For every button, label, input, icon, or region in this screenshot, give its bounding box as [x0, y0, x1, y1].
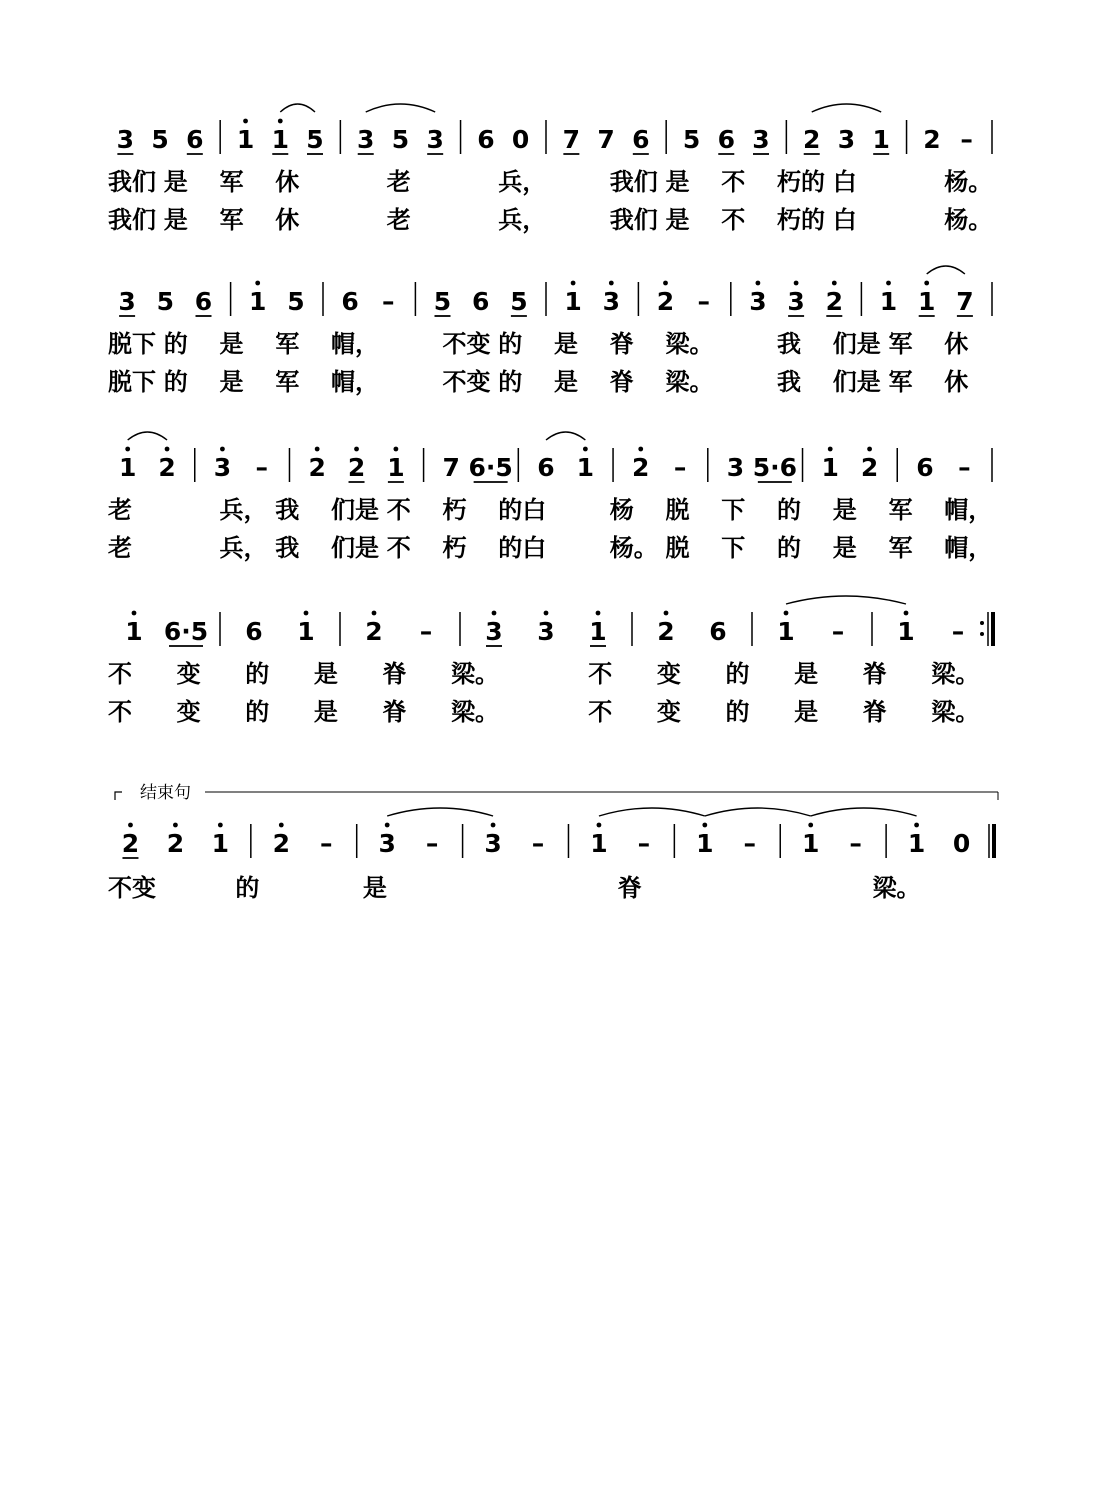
- lyric-word: 不: [108, 698, 132, 726]
- note: 2: [825, 287, 844, 316]
- note: 0: [952, 829, 971, 858]
- slur-tie: [366, 104, 435, 112]
- sustain-dash: –: [637, 829, 651, 858]
- note: 7: [956, 287, 974, 316]
- note: 6: [717, 125, 735, 154]
- lyric-word: 不: [108, 660, 132, 688]
- note: 6: [194, 287, 213, 316]
- note: 1: [387, 453, 405, 482]
- note: 6: [471, 287, 490, 316]
- sustain-dash: –: [382, 287, 395, 316]
- lyric-word: 的白: [498, 534, 547, 562]
- lyric-word: 是: [362, 874, 387, 902]
- note: 2: [365, 617, 383, 646]
- high-octave-dot: [702, 823, 707, 828]
- lyric-word: 梁。: [451, 660, 500, 688]
- lyric-word: 军: [888, 534, 913, 562]
- lyric-word: 我: [777, 330, 801, 358]
- note: 6: [245, 617, 263, 646]
- lyric-word: 是: [313, 698, 338, 726]
- lyric-word: 不: [386, 496, 411, 524]
- note: 2: [166, 829, 185, 858]
- lyric-word: 梁。: [931, 698, 980, 726]
- lyric-word: 梁。: [931, 660, 980, 688]
- note: 6·5: [163, 617, 209, 646]
- lyric-word: 兵，: [498, 168, 547, 196]
- high-octave-dot: [279, 823, 284, 828]
- lyric-word: 是: [219, 368, 244, 396]
- high-octave-dot: [128, 823, 133, 828]
- lyric-word: 梁。: [665, 330, 714, 358]
- lyric-word: 梁。: [665, 368, 714, 396]
- repeat-dot: [980, 632, 984, 636]
- high-octave-dot: [492, 611, 497, 616]
- sustain-dash: –: [673, 453, 687, 482]
- note: 5: [306, 125, 324, 154]
- slur-tie: [387, 808, 493, 816]
- lyric-word: 兵，: [498, 206, 547, 234]
- lyric-word: 脊: [609, 330, 634, 358]
- note: 3: [749, 287, 767, 316]
- note: 1: [211, 829, 230, 858]
- lyric-word: 朽: [442, 534, 467, 562]
- lyric-word: 我们: [609, 206, 658, 234]
- note: 2: [657, 617, 675, 646]
- lyric-word: 我: [275, 534, 300, 562]
- lyric-word: 军: [888, 368, 913, 396]
- note: 1: [907, 829, 926, 858]
- lyric-word: 不: [588, 660, 613, 688]
- note: 1: [589, 617, 607, 646]
- high-octave-dot: [278, 119, 283, 124]
- lyric-word: 我: [275, 496, 300, 524]
- high-octave-dot: [165, 447, 170, 452]
- high-octave-dot: [393, 447, 398, 452]
- lyric-word: 们是: [331, 496, 379, 524]
- lyric-word: 不: [721, 168, 746, 196]
- sustain-dash: –: [958, 453, 971, 482]
- lyric-word: 是: [163, 206, 188, 234]
- note: 6: [632, 125, 650, 154]
- high-octave-dot: [255, 281, 260, 286]
- lyric-word: 脱: [665, 534, 690, 562]
- note: 2: [656, 287, 675, 316]
- high-octave-dot: [808, 823, 813, 828]
- lyric-word: 休: [275, 168, 300, 196]
- note: 1: [248, 287, 267, 316]
- slur-tie: [546, 432, 585, 440]
- note: 3: [602, 287, 621, 316]
- high-octave-dot: [914, 823, 919, 828]
- lyric-word: 是: [665, 168, 690, 196]
- note: 2: [632, 453, 650, 482]
- slur-tie: [599, 808, 705, 816]
- lyric-word: 是: [313, 660, 338, 688]
- lyric-word: 朽的: [777, 168, 825, 196]
- high-octave-dot: [173, 823, 178, 828]
- sustain-dash: –: [951, 617, 965, 646]
- lyric-word: 我们: [609, 168, 658, 196]
- lyric-word: 杨。: [944, 168, 993, 196]
- note: 5: [391, 125, 410, 154]
- high-octave-dot: [664, 611, 669, 616]
- note: 6: [709, 617, 727, 646]
- note: 6: [537, 453, 555, 482]
- slur-tie: [812, 104, 881, 112]
- note: 2: [308, 453, 326, 482]
- high-octave-dot: [886, 281, 891, 286]
- repeat-dot: [980, 621, 984, 625]
- note: 3: [426, 125, 444, 154]
- note: 1: [236, 125, 255, 154]
- note: 1: [564, 287, 582, 316]
- high-octave-dot: [491, 823, 496, 828]
- lyric-word: 的: [245, 698, 270, 726]
- high-octave-dot: [304, 611, 309, 616]
- lyric-word: 的: [777, 534, 801, 562]
- note: 1: [696, 829, 714, 858]
- lyric-word: 不变: [108, 874, 156, 902]
- lyric-word: 脊: [382, 660, 407, 688]
- note: 2: [272, 829, 290, 858]
- high-octave-dot: [220, 447, 225, 452]
- note: 1: [821, 453, 839, 482]
- lyric-word: 下: [721, 534, 746, 562]
- note: 1: [777, 617, 795, 646]
- high-octave-dot: [583, 447, 588, 452]
- note: 1: [802, 829, 820, 858]
- note: 1: [576, 453, 595, 482]
- lyric-word: 是: [554, 330, 578, 358]
- note: 2: [860, 453, 879, 482]
- lyric-word: 老: [386, 206, 411, 234]
- note: 1: [297, 617, 315, 646]
- slur-tie: [280, 104, 315, 112]
- coda-bracket-corner: [115, 792, 122, 800]
- note: 1: [917, 287, 936, 316]
- note: 3: [752, 125, 770, 154]
- lyric-word: 不: [386, 534, 411, 562]
- lyric-word: 是: [794, 698, 819, 726]
- note: 3: [484, 829, 502, 858]
- lyric-word: 的: [163, 330, 188, 358]
- note: 5: [156, 287, 175, 316]
- lyric-word: 杨。: [944, 206, 993, 234]
- lyric-word: 是: [163, 168, 188, 196]
- lyric-word: 军: [275, 330, 300, 358]
- note: 1: [879, 287, 898, 316]
- lyric-word: 的: [725, 698, 750, 726]
- note: 2: [158, 453, 176, 482]
- lyric-word: 的: [498, 368, 523, 396]
- note: 1: [118, 453, 137, 482]
- note: 1: [897, 617, 915, 646]
- lyric-word: 的: [498, 330, 523, 358]
- note: 7: [442, 453, 460, 482]
- lyric-word: 我们: [108, 206, 156, 234]
- lyric-word: 休: [275, 206, 300, 234]
- high-octave-dot: [125, 447, 130, 452]
- sustain-dash: –: [531, 829, 545, 858]
- high-octave-dot: [597, 823, 602, 828]
- lyric-word: 脊: [382, 698, 407, 726]
- lyric-word: 们是: [832, 330, 881, 358]
- note: 6: [186, 125, 204, 154]
- lyric-word: 军: [888, 496, 913, 524]
- note: 3: [537, 617, 555, 646]
- sustain-dash: –: [849, 829, 862, 858]
- note: 5·6: [752, 453, 797, 482]
- note: 5: [682, 125, 701, 154]
- sustain-dash: –: [743, 829, 757, 858]
- lyric-word: 们是: [832, 368, 881, 396]
- lyric-word: 变: [656, 660, 681, 688]
- lyric-word: 不变: [442, 330, 491, 358]
- high-octave-dot: [571, 281, 576, 286]
- lyric-word: 休: [944, 368, 969, 396]
- note: 3: [787, 287, 805, 316]
- lyric-word: 脊: [609, 368, 634, 396]
- note: 7: [562, 125, 581, 154]
- note: 1: [590, 829, 608, 858]
- note: 5: [510, 287, 528, 316]
- lyric-word: 我们: [108, 168, 156, 196]
- lyric-word: 帽，: [944, 534, 993, 562]
- lyric-word: 朽的: [777, 206, 825, 234]
- sustain-dash: –: [697, 287, 710, 316]
- lyric-word: 不: [721, 206, 746, 234]
- high-octave-dot: [794, 281, 799, 286]
- note: 6: [477, 125, 495, 154]
- note: 2: [923, 125, 941, 154]
- lyric-word: 帽，: [331, 368, 379, 396]
- note: 1: [271, 125, 289, 154]
- sustain-dash: –: [419, 617, 433, 646]
- slur-tie: [927, 266, 965, 274]
- note: 3: [118, 287, 136, 316]
- lyric-word: 是: [832, 534, 857, 562]
- high-octave-dot: [756, 281, 761, 286]
- high-octave-dot: [828, 447, 833, 452]
- sustain-dash: –: [831, 617, 845, 646]
- sustain-dash: –: [425, 829, 439, 858]
- high-octave-dot: [867, 447, 872, 452]
- lyric-word: 的: [245, 660, 270, 688]
- lyric-word: 们是: [331, 534, 379, 562]
- high-octave-dot: [372, 611, 377, 616]
- slur-tie: [786, 596, 906, 604]
- lyric-word: 脱下: [108, 330, 156, 358]
- lyric-word: 我: [777, 368, 801, 396]
- lyric-word: 脊: [862, 660, 887, 688]
- high-octave-dot: [904, 611, 909, 616]
- lyric-word: 变: [176, 660, 201, 688]
- high-octave-dot: [385, 823, 390, 828]
- lyric-word: 帽，: [331, 330, 379, 358]
- note: 3: [357, 125, 375, 154]
- high-octave-dot: [924, 281, 929, 286]
- lyric-word: 不变: [442, 368, 491, 396]
- note: 7: [597, 125, 615, 154]
- note: 3: [213, 453, 232, 482]
- lyric-word: 是: [832, 496, 857, 524]
- note: 5: [287, 287, 305, 316]
- lyric-word: 兵，: [219, 496, 268, 524]
- high-octave-dot: [638, 447, 643, 452]
- lyric-word: 白: [832, 206, 857, 234]
- lyric-word: 的: [163, 368, 188, 396]
- sustain-dash: –: [255, 453, 269, 482]
- lyric-word: 军: [219, 206, 244, 234]
- note: 3: [837, 125, 856, 154]
- slur-tie: [128, 432, 167, 440]
- note: 1: [872, 125, 890, 154]
- slur-tie: [705, 808, 811, 816]
- lyric-word: 变: [656, 698, 681, 726]
- lyric-word: 军: [275, 368, 300, 396]
- note: 6·5: [468, 453, 513, 482]
- high-octave-dot: [218, 823, 223, 828]
- note: 3: [485, 617, 503, 646]
- note: 2: [803, 125, 821, 154]
- note: 3: [116, 125, 135, 154]
- sustain-dash: –: [960, 125, 973, 154]
- lyric-word: 兵，: [219, 534, 268, 562]
- lyric-word: 是: [665, 206, 690, 234]
- note: 5: [433, 287, 452, 316]
- lyric-word: 老: [386, 168, 411, 196]
- lyric-word: 梁。: [451, 698, 500, 726]
- lyric-word: 的: [777, 496, 801, 524]
- lyric-word: 军: [888, 330, 913, 358]
- lyric-word: 不: [588, 698, 613, 726]
- lyric-word: 是: [219, 330, 244, 358]
- lyric-word: 脱: [665, 496, 690, 524]
- lyric-word: 白: [832, 168, 857, 196]
- lyric-word: 军: [219, 168, 244, 196]
- note: 2: [121, 829, 140, 858]
- high-octave-dot: [544, 611, 549, 616]
- note: 6: [916, 453, 934, 482]
- note: 2: [347, 453, 366, 482]
- lyric-word: 的白: [498, 496, 547, 524]
- note: 3: [378, 829, 396, 858]
- note: 6: [341, 287, 359, 316]
- lyric-word: 是: [794, 660, 819, 688]
- lyric-word: 脊: [862, 698, 887, 726]
- lyric-word: 老: [108, 496, 132, 524]
- lyric-word: 杨。: [609, 534, 658, 562]
- high-octave-dot: [354, 447, 359, 452]
- high-octave-dot: [132, 611, 137, 616]
- lyric-word: 脊: [617, 874, 642, 902]
- lyric-word: 朽: [442, 496, 467, 524]
- note: 0: [511, 125, 530, 154]
- lyric-word: 杨: [609, 496, 634, 524]
- lyric-word: 帽，: [944, 496, 993, 524]
- high-octave-dot: [243, 119, 248, 124]
- high-octave-dot: [663, 281, 668, 286]
- sustain-dash: –: [319, 829, 333, 858]
- high-octave-dot: [784, 611, 789, 616]
- high-octave-dot: [596, 611, 601, 616]
- lyric-word: 是: [554, 368, 578, 396]
- lyric-word: 老: [108, 534, 132, 562]
- lyric-word: 的: [235, 874, 260, 902]
- lyric-word: 下: [721, 496, 746, 524]
- high-octave-dot: [832, 281, 837, 286]
- high-octave-dot: [609, 281, 614, 286]
- slur-tie: [811, 808, 917, 816]
- lyric-word: 的: [725, 660, 750, 688]
- lyric-word: 脱下: [108, 368, 156, 396]
- note: 1: [125, 617, 143, 646]
- lyric-word: 休: [944, 330, 969, 358]
- lyric-word: 变: [176, 698, 201, 726]
- note: 3: [726, 453, 745, 482]
- coda-label: 结束句: [140, 783, 191, 803]
- high-octave-dot: [315, 447, 320, 452]
- lyric-word: 梁。: [872, 874, 921, 902]
- note: 5: [151, 125, 169, 154]
